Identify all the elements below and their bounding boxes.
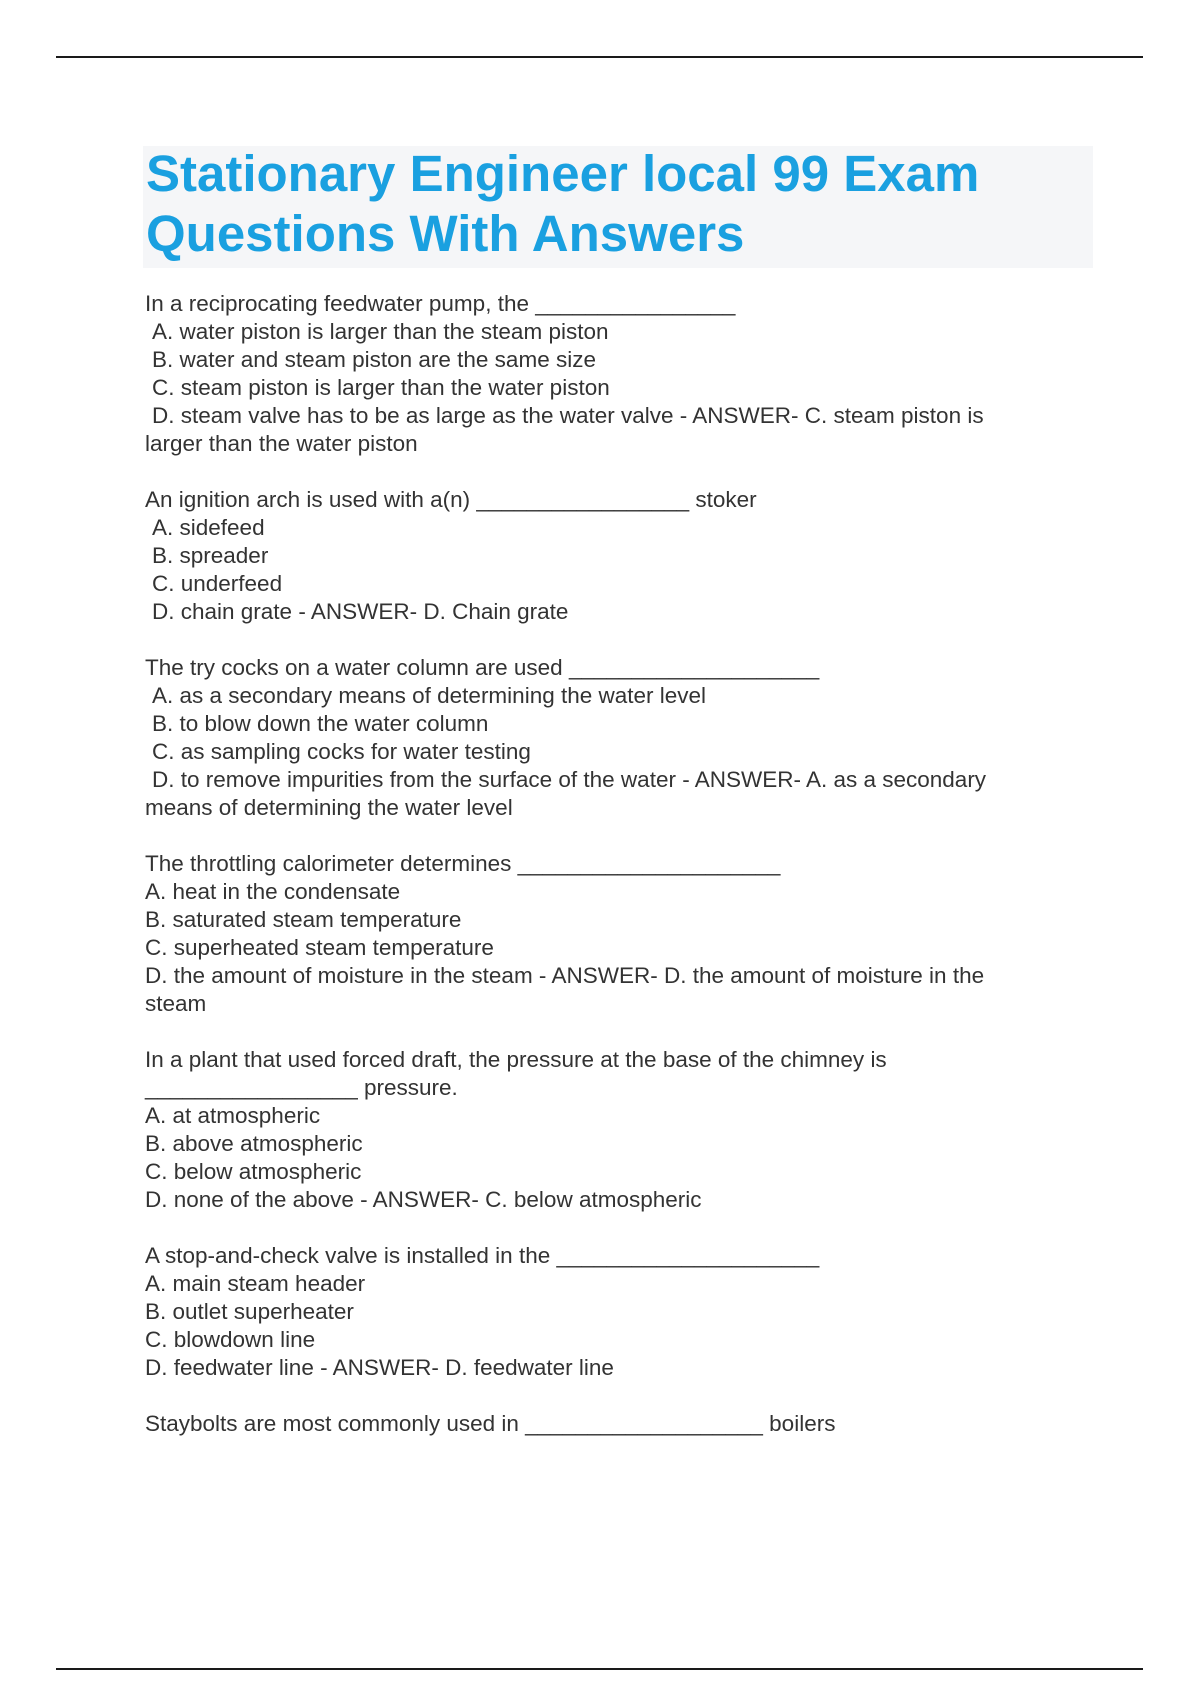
option-a: A. at atmospheric <box>145 1103 321 1128</box>
option-c: C. as sampling cocks for water testing <box>152 739 531 764</box>
question-text: In a reciprocating feedwater pump, the ________________ <box>145 291 736 316</box>
option-a: A. water piston is larger than the steam piston <box>152 319 609 344</box>
option-c: C. underfeed <box>152 571 283 596</box>
question-text: Staybolts are most commonly used in ___________________ boilers <box>145 1411 836 1436</box>
option-c: C. superheated steam temperature <box>145 935 494 960</box>
option-d-answer: D. steam valve has to be as large as the water valve - ANSWER- C. steam piston is <box>152 403 984 428</box>
option-d-answer: D. chain grate - ANSWER- D. Chain grate <box>152 599 569 624</box>
answer-continuation: steam <box>145 991 207 1016</box>
option-c: C. blowdown line <box>145 1327 316 1352</box>
option-b: B. spreader <box>152 543 269 568</box>
option-a: A. main steam header <box>145 1271 366 1296</box>
answer-continuation: means of determining the water level <box>145 795 513 820</box>
answer-continuation: larger than the water piston <box>145 431 418 456</box>
question-text: The throttling calorimeter determines _____________________ <box>145 851 781 876</box>
option-c: C. below atmospheric <box>145 1159 362 1184</box>
document-title: Stationary Engineer local 99 Exam Questions With Answers <box>146 145 980 262</box>
question-block <box>145 850 1065 1018</box>
option-b: B. to blow down the water column <box>152 711 489 736</box>
option-b: B. outlet superheater <box>145 1299 354 1324</box>
option-b: B. above atmospheric <box>145 1131 363 1156</box>
option-b: B. saturated steam temperature <box>145 907 462 932</box>
option-c: C. steam piston is larger than the water piston <box>152 375 610 400</box>
question-block <box>145 1410 1065 1438</box>
question-block <box>145 1046 1065 1214</box>
option-b: B. water and steam piston are the same size <box>152 347 596 372</box>
question-block <box>145 486 1065 626</box>
question-block <box>145 654 1065 822</box>
bottom-rule <box>56 1668 1143 1670</box>
option-d-answer: D. none of the above - ANSWER- C. below atmospheric <box>145 1187 702 1212</box>
question-block <box>145 1242 1065 1382</box>
top-rule <box>56 56 1143 58</box>
option-d-answer: D. the amount of moisture in the steam - ANSWER- D. the amount of moisture in the <box>145 963 985 988</box>
option-d-answer: D. to remove impurities from the surface of the water - ANSWER- A. as a secondary <box>152 767 987 792</box>
option-a: A. heat in the condensate <box>145 879 401 904</box>
questions-list <box>145 290 1065 1466</box>
option-a: A. sidefeed <box>152 515 265 540</box>
question-text: In a plant that used forced draft, the pressure at the base of the chimney is <box>145 1047 887 1072</box>
option-d-answer: D. feedwater line - ANSWER- D. feedwater line <box>145 1355 614 1380</box>
question-text: An ignition arch is used with a(n) _________________ stoker <box>145 487 757 512</box>
question-text-continuation: _________________ pressure. <box>145 1075 458 1100</box>
question-text: A stop-and-check valve is installed in the _____________________ <box>145 1243 820 1268</box>
question-block <box>145 290 1065 458</box>
option-a: A. as a secondary means of determining the water level <box>152 683 707 708</box>
question-text: The try cocks on a water column are used ____________________ <box>145 655 820 680</box>
